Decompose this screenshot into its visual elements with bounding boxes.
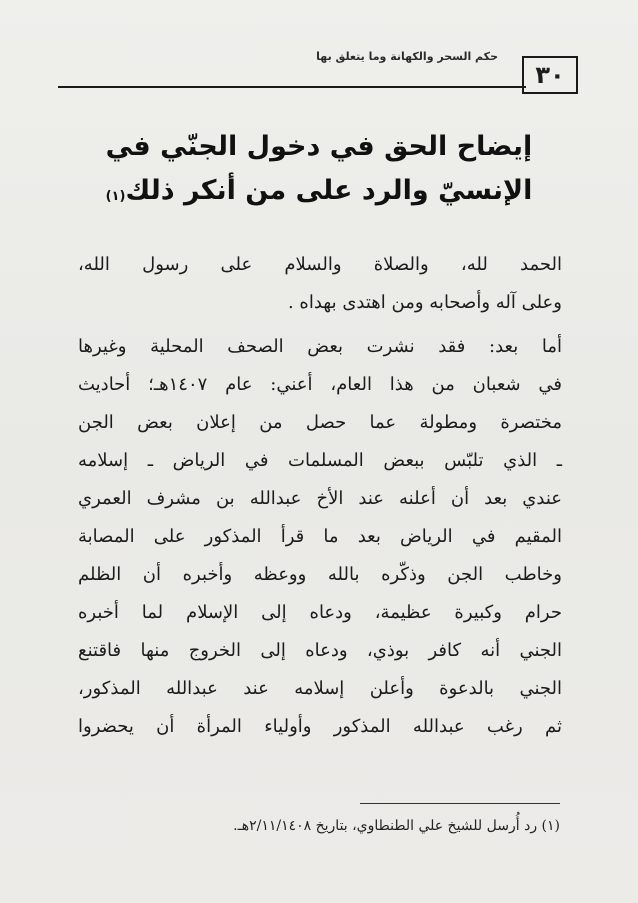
page-number: ٣٠ [522,56,578,94]
body-line: ثم رغب عبدالله المذكور وأولياء المرأة أن يحضروا [78,716,562,737]
body-line: ـ الذي تلبّس ببعض المسلمات في الرياض ـ إسلامه [78,450,562,471]
body-line: الجني أنه كافر بوذي، ودعاه إلى الخروج منها فاقتنع [78,640,562,661]
heading-footnote-marker: (١) [105,189,126,204]
body-line: حرام وكبيرة عظيمة، ودعاه إلى الإسلام لما أخبره [78,602,562,623]
running-title: حكم السحر والكهانة وما يتعلق بها [316,50,498,63]
heading-line-1: إيضاح الحق في دخول الجنّي في [105,131,533,162]
footnote-rule [360,803,560,804]
body-line: الحمد لله، والصلاة والسلام على رسول الله، [78,254,562,275]
body-text [78,246,562,746]
footnote: (١) رد أُرسل للشيخ علي الطنطاوي، بتاريخ ٢/١١/١٤٠٨هـ. [233,818,560,834]
section-heading [60,125,578,213]
body-line: وخاطب الجن وذكّره بالله ووعظه وأخبره أن الظلم [78,564,562,585]
body-line: المقيم في الرياض بعد ما قرأ المذكور على المصابة [78,526,562,547]
heading-line-2-text: الإنسيّ والرد على من أنكر ذلك [125,175,533,206]
heading-line-2 [60,169,578,213]
body-line: في شعبان من هذا العام، أعني: عام ١٤٠٧هـ؛ أحاديث [78,374,563,395]
body-line: مختصرة ومطولة عما حصل من إعلان بعض الجن [78,412,562,433]
header-rule [58,86,526,88]
page-header [58,48,578,108]
body-line: أما بعد: فقد نشرت بعض الصحف المحلية وغيرها [78,336,562,357]
body-line: الجني بالدعوة وأعلن إسلامه عند عبدالله المذكور، [78,678,562,699]
body-line: عندي بعد أن أعلنه عند الأخ عبدالله بن مشرف العمري [78,488,562,509]
body-line: وعلى آله وأصحابه ومن اهتدى بهداه . [287,292,562,313]
